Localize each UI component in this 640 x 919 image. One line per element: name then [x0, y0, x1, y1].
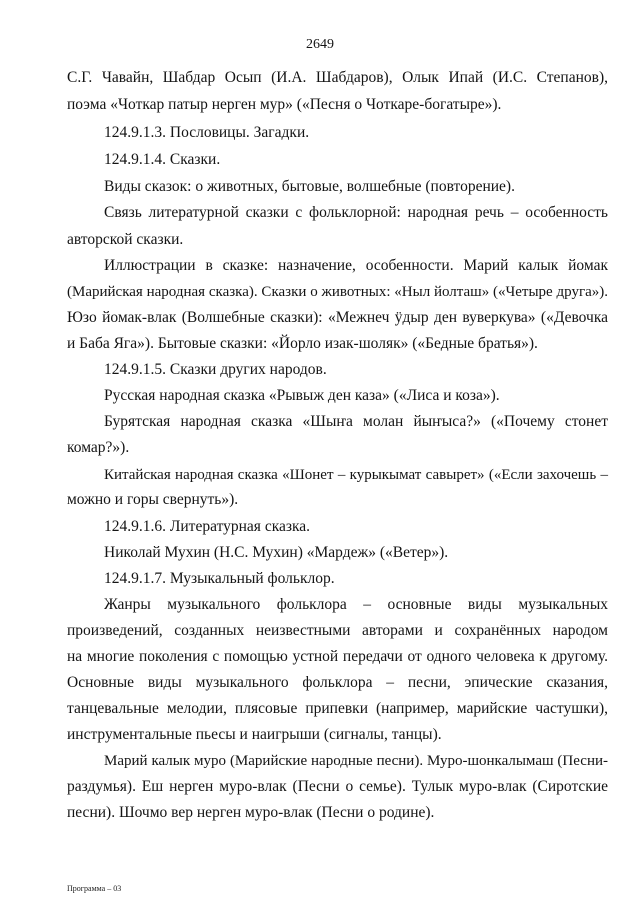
- text-line: инструментальные пьесы и наигрыши (сигналы, танцы).: [67, 726, 442, 743]
- text-line: комар?»).: [67, 439, 130, 456]
- section-heading: 124.9.1.6. Литературная сказка.: [104, 518, 311, 535]
- text-line: Юзо йомак-влак (Волшебные сказки): «Межнеч ӱдыр ден вуверкува» («Девочка: [67, 309, 608, 326]
- section-heading: 124.9.1.3. Пословицы. Загадки.: [104, 124, 310, 141]
- text-line: песни). Шочмо вер нерген муро-влак (Песни о родине).: [67, 804, 435, 821]
- text-line: на многие поколения с помощью устной передачи от одного человека к другому.: [67, 648, 608, 665]
- text-line: Иллюстрации в сказке: назначение, особенности. Марий калык йомак: [104, 257, 608, 274]
- text-line: Русская народная сказка «Рывыж ден каза» («Лиса и коза»).: [104, 387, 500, 404]
- text-line: Китайская народная сказка «Шонет – курыкымат савырет» («Если захочешь –: [104, 467, 608, 483]
- text-line: С.Г. Чавайн, Шабдар Осып (И.А. Шабдаров), Олык Ипай (И.С. Степанов),: [67, 69, 608, 86]
- text-line: Виды сказок: о животных, бытовые, волшебные (повторение).: [104, 178, 515, 195]
- section-heading: 124.9.1.4. Сказки.: [104, 151, 221, 168]
- text-line: раздумья). Еш нерген муро-влак (Песни о семье). Тулык муро-влак (Сиротские: [67, 778, 608, 795]
- text-line: авторской сказки.: [67, 231, 184, 248]
- text-line: танцевальные мелодии, плясовые припевки (например, марийские частушки),: [67, 700, 608, 717]
- text-line: Марий калык муро (Марийские народные песни). Муро-шонкалымаш (Песни-: [104, 753, 608, 769]
- section-heading: 124.9.1.7. Музыкальный фольклор.: [104, 570, 335, 587]
- text-line: Бурятская народная сказка «Шыҥа молан йыҥыса?» («Почему стонет: [104, 413, 608, 430]
- footer-label: Программа – 03: [67, 884, 122, 893]
- text-line: Связь литературной сказки с фольклорной: народная речь – особенность: [104, 204, 608, 221]
- section-heading: 124.9.1.5. Сказки других народов.: [104, 361, 327, 378]
- text-line: Жанры музыкального фольклора – основные виды музыкальных: [104, 596, 608, 613]
- text-line: Основные виды музыкального фольклора – песни, эпические сказания,: [67, 674, 608, 691]
- text-line: поэма «Чоткар патыр нерген мур» («Песня о Чоткаре-богатыре»).: [67, 96, 502, 113]
- text-line: Николай Мухин (Н.С. Мухин) «Мардеж» («Ветер»).: [104, 544, 449, 561]
- text-line: можно и горы свернуть»).: [67, 491, 239, 508]
- page-number: 2649: [306, 37, 334, 52]
- text-line: (Марийская народная сказка). Сказки о животных: «Ныл йолташ» («Четыре друга»).: [67, 284, 608, 300]
- text-line: произведений, созданных неизвестными авторами и сохранённых народом: [67, 622, 608, 639]
- text-line: и Баба Яга»). Бытовые сказки: «Йорло изак-шоляк» («Бедные братья»).: [67, 335, 538, 352]
